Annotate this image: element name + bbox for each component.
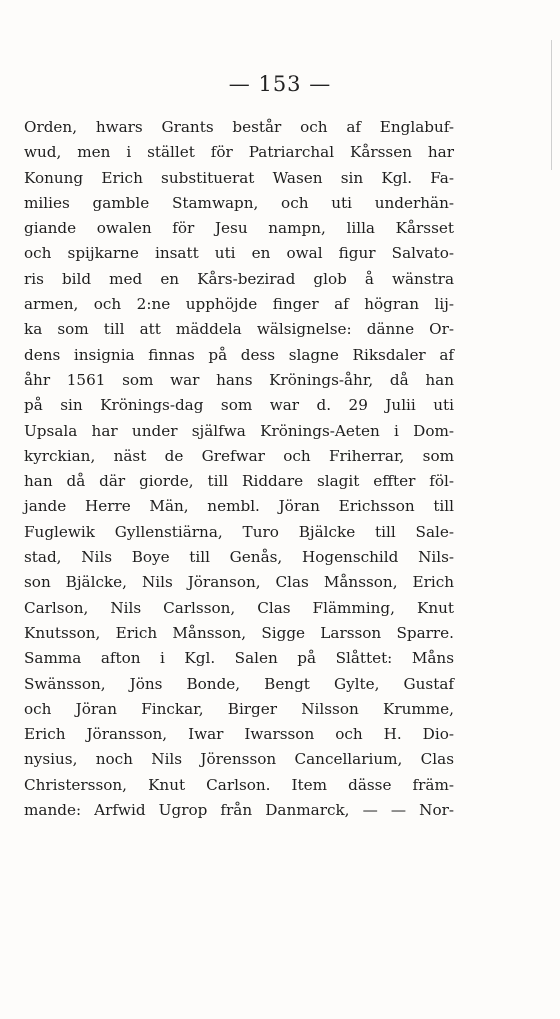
text-line: wud, men i stället för Patriarchal Kårssen har — [24, 143, 454, 162]
text-line: milies gamble Stamwapn, och uti underhän- — [24, 193, 454, 212]
text-line: och spijkarne insatt uti en owal figur Salvato- — [24, 244, 454, 263]
text-line: Swänsson, Jöns Bonde, Bengt Gylte, Gustaf — [24, 674, 454, 693]
text-line: Orden, hwars Grants består och af Englabuf- — [24, 118, 454, 136]
text-line: jande Herre Män, nembl. Jöran Erichsson till — [24, 497, 454, 516]
text-line: ka som till att mäddela wälsignelse: dänne Or- — [24, 320, 454, 339]
text-line: stad, Nils Boye till Genås, Hogenschild Nils- — [24, 548, 454, 567]
text-line: armen, och 2:ne upphöjde finger af högran lij- — [24, 295, 454, 314]
text-line: Konung Erich substituerat Wasen sin Kgl. Fa- — [24, 168, 454, 187]
text-line: Fuglewik Gyllenstiärna, Turo Bjälcke till Sale- — [24, 522, 454, 541]
text-line: Carlson, Nils Carlsson, Clas Flämming, Knut — [24, 598, 454, 617]
text-line: Upsala har under själfwa Krönings-Aeten i Dom- — [24, 421, 454, 440]
page-number: — 153 — — [228, 72, 332, 96]
text-line: kyrckian, näst de Grefwar och Friherrar, som — [24, 446, 454, 465]
text-line: Knutsson, Erich Månsson, Sigge Larsson Sparre. — [24, 623, 454, 642]
text-line: han då där giorde, till Riddare slagit effter föl- — [24, 472, 454, 491]
text-line: på sin Krönings-dag som war d. 29 Julii uti — [24, 396, 454, 415]
body-text — [24, 115, 454, 823]
text-line: Christersson, Knut Carlson. Item dässe främ- — [24, 775, 454, 794]
text-line: giande owalen för Jesu nampn, lilla Kårsset — [24, 219, 454, 238]
text-line: och Jöran Finckar, Birger Nilsson Krumme, — [24, 699, 454, 718]
text-line: mande: Arfwid Ugrop från Danmarck, — — Nor- — [24, 801, 454, 820]
text-line: Erich Jöransson, Iwar Iwarsson och H. Dio- — [24, 725, 454, 744]
text-line: son Bjälcke, Nils Jöranson, Clas Månsson, Erich — [24, 573, 454, 592]
text-line: nysius, noch Nils Jörensson Cancellarium, Clas — [24, 750, 454, 769]
text-line: Samma afton i Kgl. Salen på Slåttet: Måns — [24, 649, 454, 668]
text-line: ris bild med en Kårs-bezirad glob å wänstra — [24, 269, 454, 288]
text-line: åhr 1561 som war hans Krönings-åhr, då han — [24, 370, 454, 389]
text-line: dens insignia finnas på dess slagne Riksdaler af — [24, 345, 454, 364]
page-edge-line — [551, 40, 552, 170]
